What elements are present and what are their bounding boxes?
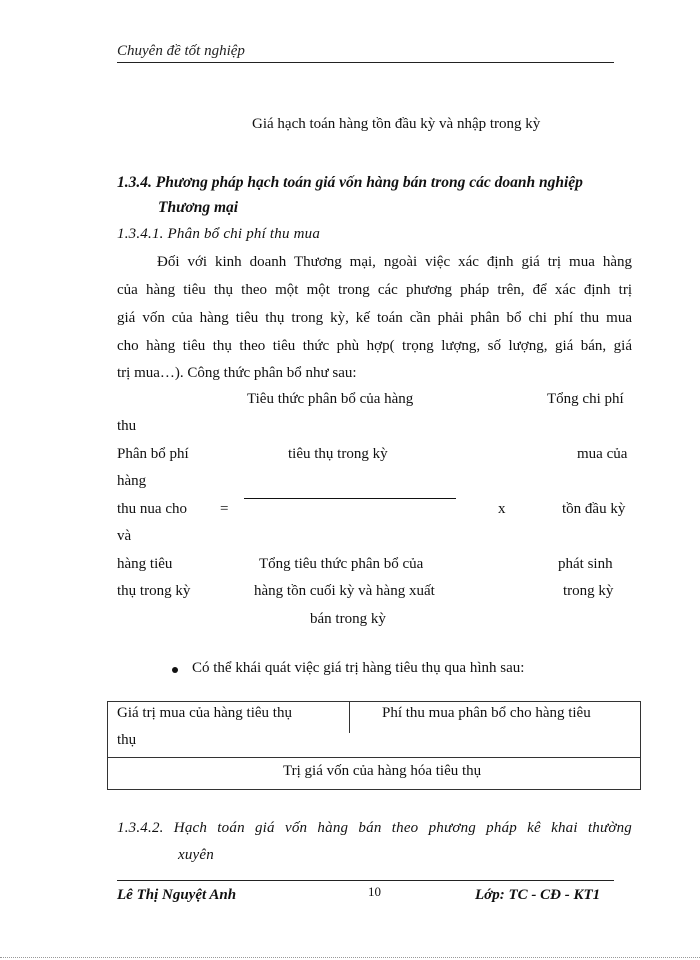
fraction-bar bbox=[244, 498, 456, 499]
header-rule bbox=[117, 62, 614, 63]
formula-numerator-line2: tiêu thụ trong kỳ bbox=[288, 446, 388, 462]
paragraph-line-3: giá vốn của hàng tiêu thụ trong kỳ, kế toán cần phải phân bổ chi phí thu mua bbox=[117, 310, 632, 326]
section-heading-1-3-4-1: 1.3.4.1. Phân bổ chi phí thu mua bbox=[117, 226, 321, 242]
formula-left-line5: và bbox=[117, 528, 132, 544]
formula-equals-sign: = bbox=[220, 501, 229, 517]
section-heading-1-3-4-2-line1: 1.3.4.2. Hạch toán giá vốn hàng bán theo phương pháp kê khai thường bbox=[117, 820, 632, 836]
formula-multiply-sign: x bbox=[498, 501, 506, 517]
section-heading-1-3-4-line1: 1.3.4. Phương pháp hạch toán giá vốn hàng bán trong các doanh nghiệp bbox=[117, 174, 583, 191]
caption-top: Giá hạch toán hàng tồn đầu kỳ và nhập trong kỳ bbox=[252, 116, 541, 132]
formula-left-line4: thu nua cho bbox=[117, 501, 187, 517]
page-bottom-edge bbox=[0, 957, 700, 958]
footer-rule bbox=[117, 880, 614, 881]
footer-class: Lớp: TC - CĐ - KT1 bbox=[475, 887, 601, 903]
bullet-dot-icon bbox=[172, 667, 178, 673]
formula-right-line1: Tổng chi phí bbox=[547, 391, 624, 407]
section-heading-1-3-4-line2: Thương mại bbox=[158, 199, 239, 216]
formula-left-line2: Phân bổ phí bbox=[117, 446, 189, 462]
diagram-cell-left-line2: thụ bbox=[117, 732, 137, 748]
formula-numerator-line1: Tiêu thức phân bổ của hàng bbox=[247, 391, 414, 407]
formula-left-line6: hàng tiêu bbox=[117, 556, 173, 572]
formula-left-line3: hàng bbox=[117, 473, 147, 489]
running-header: Chuyên đề tốt nghiệp bbox=[117, 43, 245, 59]
formula-denominator-line3: bán trong kỳ bbox=[310, 611, 386, 627]
diagram-cell-left-line1: Giá trị mua của hàng tiêu thụ bbox=[117, 705, 292, 721]
formula-left-line7: thụ trong kỳ bbox=[117, 583, 191, 599]
paragraph-line-1: Đối với kinh doanh Thương mại, ngoài việc xác định giá trị mua hàng bbox=[157, 254, 632, 270]
bullet-text: Có thể khái quát việc giá trị hàng tiêu thụ qua hình sau: bbox=[192, 660, 525, 676]
formula-left-line1: thu bbox=[117, 418, 137, 434]
diagram-column-divider bbox=[349, 701, 350, 733]
section-heading-1-3-4-2-line2: xuyên bbox=[178, 847, 214, 863]
formula-right-line2: mua của bbox=[577, 446, 628, 462]
paragraph-line-5: trị mua…). Công thức phân bổ như sau: bbox=[117, 365, 357, 381]
formula-right-line4: phát sinh bbox=[558, 556, 613, 572]
formula-right-line3: tồn đầu kỳ bbox=[562, 501, 626, 517]
formula-denominator-line2: hàng tồn cuối kỳ và hàng xuất bbox=[254, 583, 435, 599]
paragraph-line-2: của hàng tiêu thụ theo một một trong các phương pháp trên, để xác định trị bbox=[117, 282, 632, 298]
diagram-cell-right: Phí thu mua phân bổ cho hàng tiêu bbox=[382, 705, 591, 721]
page-number: 10 bbox=[368, 884, 381, 899]
paragraph-line-4: cho hàng tiêu thụ theo tiêu thức phù hợp( trọng lượng, số lượng, giá bán, giá bbox=[117, 338, 632, 354]
formula-right-line5: trong kỳ bbox=[563, 583, 614, 599]
footer-author: Lê Thị Nguyệt Anh bbox=[117, 887, 237, 903]
formula-denominator-line1: Tổng tiêu thức phân bổ của bbox=[259, 556, 424, 572]
diagram-cell-bottom: Trị giá vốn của hàng hóa tiêu thụ bbox=[283, 763, 482, 779]
